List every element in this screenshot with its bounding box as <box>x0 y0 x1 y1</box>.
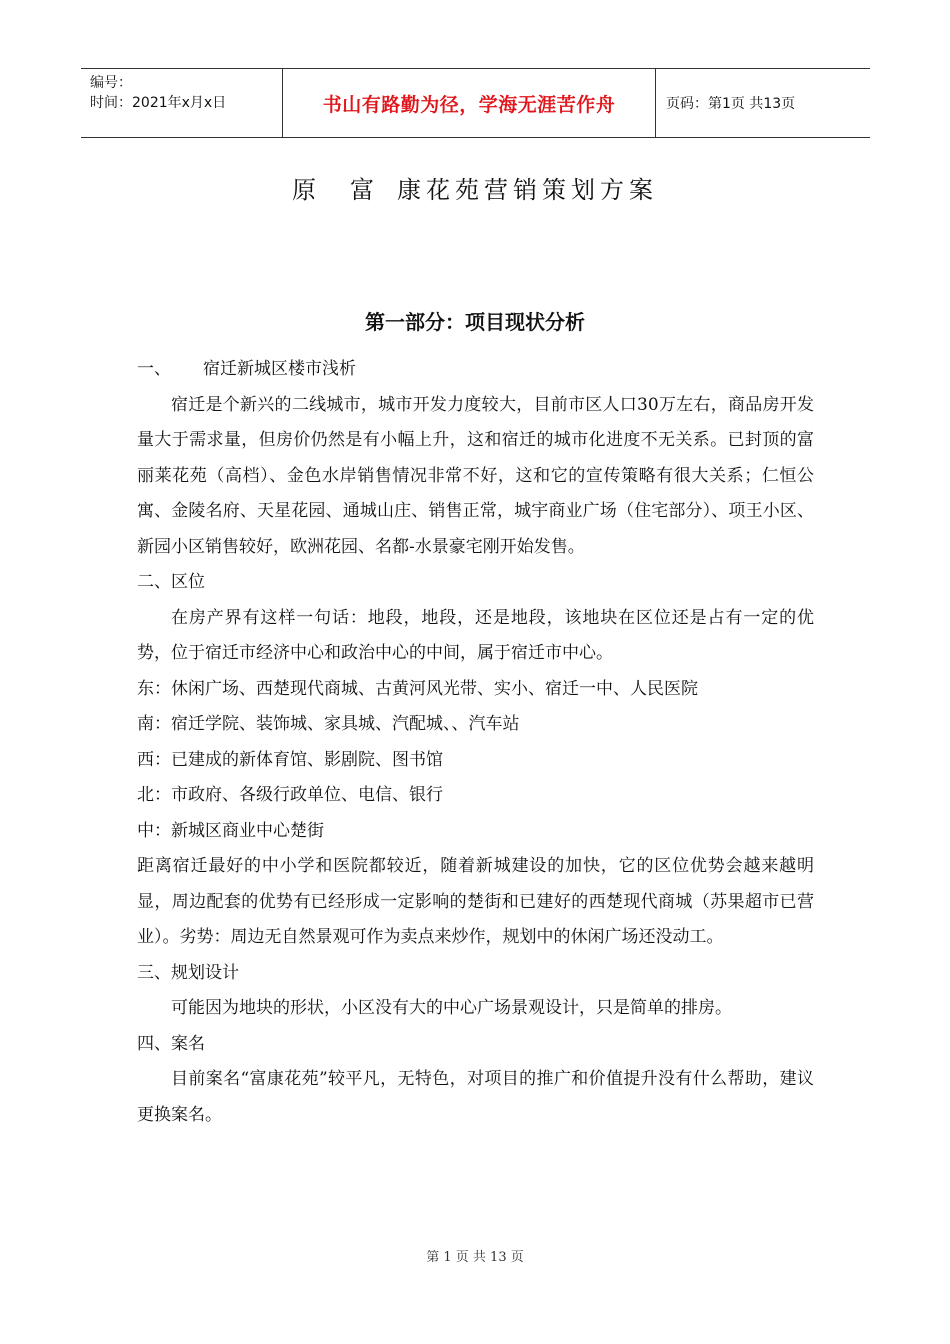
document-body <box>137 352 814 1133</box>
number-label: 编号： <box>90 75 132 91</box>
header-table <box>81 68 870 138</box>
location-south: 南：宿迁学院、装饰城、家具城、汽配城、、汽车站 <box>137 714 520 734</box>
location-center: 中：新城区商业中心楚街 <box>137 820 324 841</box>
date-label: 时间：2021年x月x日 <box>90 95 227 111</box>
section-3-paragraph: 可能因为地块的形状，小区没有大的中心广场景观设计，只是简单的排房。 <box>171 998 732 1018</box>
location-east: 东：休闲广场、西楚现代商城、古黄河风光带、实小、宿迁一中、人民医院 <box>137 678 698 699</box>
header-meta-cell <box>81 69 282 137</box>
section-2-paragraph: 在房产界有这样一句话：地段，地段，还是地段，该地块在区位还是占有一定的优势，位于宿迁市经济中心和政治中心的中间，属于宿迁市中心。 <box>137 607 814 663</box>
section-2-paragraph-2: 距离宿迁最好的中小学和医院都较近，随着新城建设的加快，它的区位优势会越来越明显，周边配套的优势有已经形成一定影响的楚街和已建好的西楚现代商城（苏果超市已营业）。劣势：周边无自然景观可作为卖点来炒作，规划中的休闲广场还没动工。 <box>137 856 814 947</box>
section-3-heading: 三、规划设计 <box>137 962 239 983</box>
section-4-heading: 四、案名 <box>137 1033 205 1054</box>
header-motto: 书山有路勤为径，学海无涯苦作舟 <box>282 69 656 137</box>
header-page-info: 页码：第1页 共13页 <box>666 96 796 112</box>
title-part-1: 原 富 <box>292 176 379 204</box>
section-title: 第一部分：项目现状分析 <box>365 310 585 334</box>
section-1-title: 宿迁新城区楼市浅析 <box>203 359 356 379</box>
section-4-paragraph: 目前案名“富康花苑”较平凡，无特色，对项目的推广和价值提升没有什么帮助，建议更换案名。 <box>137 1069 814 1125</box>
section-2-heading: 二、区位 <box>137 572 205 592</box>
section-1-paragraph: 宿迁是个新兴的二线城市，城市开发力度较大，目前市区人口30万左右，商品房开发量大于需求量，但房价仍然是有小幅上升，这和宿迁的城市化进度不无关系。已封顶的富丽莱花苑（高档）、金色水岸销售情况非常不好，这和它的宣传策略有很大关系；仁恒公寓、金陵名府、天星花园、通城山庄、销售正常，城宇商业广场（住宅部分）、项王小区、新园小区销售较好，欧洲花园、名都-水景豪宅刚开始发售。 <box>137 394 814 557</box>
document-title <box>0 170 950 205</box>
section-1-heading <box>137 352 814 388</box>
page-footer: 第 1 页 共 13 页 <box>426 1250 524 1265</box>
title-part-2: 康花苑营销策划方案 <box>397 176 658 204</box>
location-north: 北：市政府、各级行政单位、电信、银行 <box>137 785 443 805</box>
location-west: 西：已建成的新体育馆、影剧院、图书馆 <box>137 749 443 770</box>
section-1-number: 一、 <box>137 359 171 379</box>
